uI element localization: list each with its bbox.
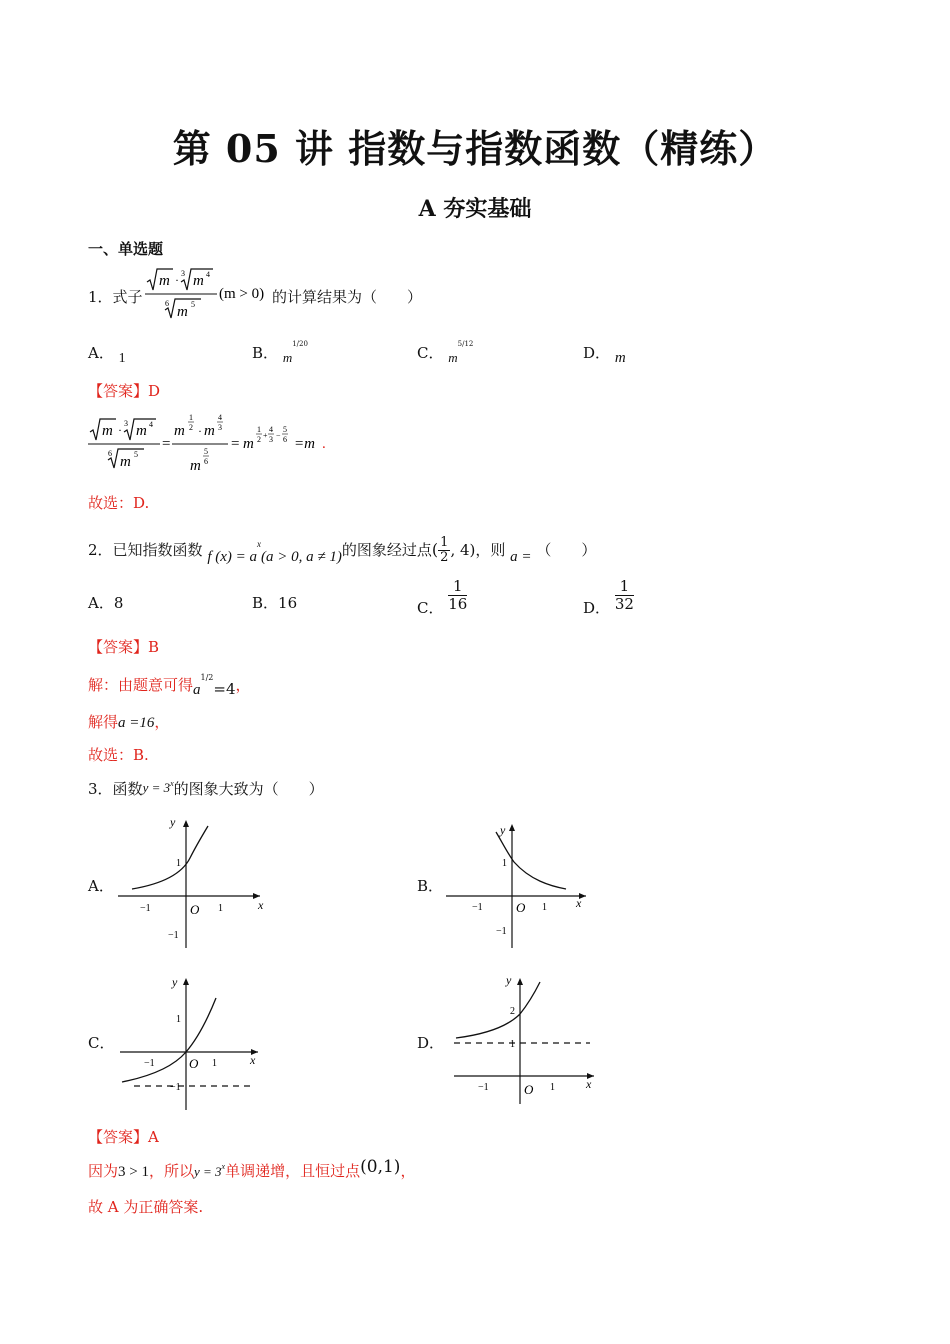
svg-text:.: .: [322, 436, 326, 452]
q1-expr-m1: m: [159, 273, 170, 289]
q3-graph-d: [448, 972, 600, 1106]
svg-text:m: m: [204, 423, 215, 439]
q2-ask: a =: [510, 548, 532, 565]
svg-text:+: +: [263, 431, 268, 440]
svg-text:O: O: [524, 1082, 534, 1097]
q1-chosen: 故选：D.: [88, 494, 150, 512]
q1-stem: 1．式子: [88, 288, 143, 306]
q3-stem: 3．函数$y = 3^x$的图象大致为（ ）: [88, 779, 324, 798]
svg-text:m: m: [174, 423, 185, 439]
svg-text:−1: −1: [168, 930, 179, 941]
page-title: 第 05 讲 指数与指数函数（精练）: [172, 126, 778, 171]
svg-text:x: x: [576, 896, 582, 910]
svg-text:·: ·: [118, 423, 122, 437]
svg-text:·: ·: [198, 424, 202, 438]
q3-graph-c: [112, 974, 272, 1112]
q3-answer: 【答案】A: [88, 1128, 159, 1146]
svg-text:x: x: [586, 1077, 592, 1091]
q2-option-a[interactable]: A．8: [88, 594, 124, 612]
svg-text:y: y: [170, 815, 176, 829]
svg-text:3: 3: [124, 419, 128, 428]
q2-chosen: 故选：B.: [88, 746, 149, 764]
q1-option-b[interactable]: B． $m^{1/20}$: [252, 340, 308, 365]
q3-option-a[interactable]: A．: [88, 877, 114, 895]
q1-expr-exp5: 5: [191, 300, 195, 309]
q1-suffix: 的计算结果为（ ）: [272, 288, 423, 306]
svg-text:−: −: [276, 431, 281, 440]
svg-text:m: m: [120, 454, 131, 470]
svg-text:O: O: [516, 900, 526, 915]
svg-text:=: =: [162, 436, 171, 452]
q1-solution: [86, 408, 336, 474]
svg-text:m: m: [102, 423, 113, 439]
svg-text:−1: −1: [478, 1082, 489, 1093]
q1-answer: 【答案】D: [88, 382, 161, 400]
svg-text:1: 1: [542, 902, 547, 913]
svg-text:−1: −1: [140, 903, 151, 914]
q2-solution-2: 解得a =16，: [88, 713, 170, 731]
q2-func: f (x) = a: [207, 548, 258, 565]
svg-text:m: m: [190, 458, 201, 474]
svg-text:3: 3: [218, 423, 222, 432]
svg-text:2: 2: [189, 423, 193, 432]
svg-text:1: 1: [257, 425, 261, 434]
svg-text:5: 5: [204, 447, 208, 456]
q1-option-d[interactable]: D． m: [583, 344, 626, 366]
q2-solution-1: 解：由题意可得$a^{1/2}=4$，: [88, 673, 251, 698]
svg-text:6: 6: [283, 435, 287, 444]
svg-text:1: 1: [176, 858, 181, 869]
q1-expr-root3: 3: [181, 269, 185, 278]
q1-expression: [143, 266, 275, 320]
q2-option-d[interactable]: D． $\frac{1}{32}$: [583, 577, 634, 617]
q1-option-c[interactable]: C． $m^{5/12}$: [417, 340, 474, 365]
svg-text:1: 1: [176, 1014, 181, 1025]
q1-solution-result: =m: [294, 436, 315, 452]
svg-text:2: 2: [257, 435, 261, 444]
section-subtitle: A 夯实基础: [418, 196, 532, 222]
svg-text:1: 1: [510, 1039, 515, 1050]
q1-expr-m3: m: [177, 304, 188, 320]
q3-graph-a: [112, 814, 272, 952]
q3-option-d[interactable]: D．: [417, 1034, 445, 1052]
svg-text:O: O: [190, 902, 200, 917]
svg-text:−1: −1: [170, 1082, 181, 1093]
svg-text:4: 4: [149, 420, 153, 429]
svg-text:m: m: [136, 423, 147, 439]
svg-text:1: 1: [502, 858, 507, 869]
q1-expr-exp4: 4: [206, 270, 210, 279]
q1-expr-dot: ·: [175, 273, 179, 287]
svg-text:−1: −1: [472, 902, 483, 913]
q1-option-a[interactable]: A． 1: [88, 344, 126, 366]
svg-text:x: x: [250, 1053, 256, 1067]
svg-text:5: 5: [283, 425, 287, 434]
q3-solution-1: 因为3 > 1，所以$y = 3^x$单调递增，且恒过点(0,1)，: [88, 1157, 416, 1180]
svg-text:y: y: [506, 973, 512, 987]
svg-text:O: O: [189, 1056, 199, 1071]
svg-text:4: 4: [218, 413, 222, 422]
q3-option-b[interactable]: B．: [417, 877, 444, 895]
svg-text:1: 1: [189, 413, 193, 422]
svg-text:6: 6: [204, 457, 208, 466]
q3-option-c[interactable]: C．: [88, 1034, 115, 1052]
svg-text:=: =: [231, 436, 240, 452]
svg-text:3: 3: [269, 435, 273, 444]
q2-answer: 【答案】B: [88, 638, 160, 656]
svg-text:6: 6: [108, 449, 112, 458]
svg-text:−1: −1: [144, 1058, 155, 1069]
q3-solution-2: 故 A 为正确答案.: [88, 1198, 204, 1216]
svg-text:y: y: [500, 823, 506, 837]
svg-text:4: 4: [269, 425, 273, 434]
svg-text:m: m: [243, 436, 254, 452]
q1-condition: (m > 0): [219, 286, 265, 302]
svg-text:−1: −1: [496, 926, 507, 937]
svg-text:5: 5: [134, 450, 138, 459]
q2-option-b[interactable]: B．16: [252, 594, 298, 612]
q1-expr-root6: 6: [165, 299, 169, 308]
q3-graph-b: [440, 814, 600, 952]
svg-text:1: 1: [212, 1058, 217, 1069]
svg-text:y: y: [172, 975, 178, 989]
svg-text:x: x: [258, 898, 264, 912]
q2-option-c[interactable]: C． $\frac{1}{16}$: [417, 577, 468, 617]
svg-text:1: 1: [550, 1082, 555, 1093]
q1-expr-m2: m: [193, 273, 204, 289]
svg-text:2: 2: [510, 1006, 515, 1017]
svg-text:1: 1: [218, 903, 223, 914]
q2-stem: 2．已知指数函数 f $(x) = a^x(a > 0$, a ≠ 1)的图象经过点( $\frac{1}{2}$ , 4)，则 a = （ ）: [88, 535, 597, 566]
section-heading: 一、单选题: [88, 240, 164, 258]
